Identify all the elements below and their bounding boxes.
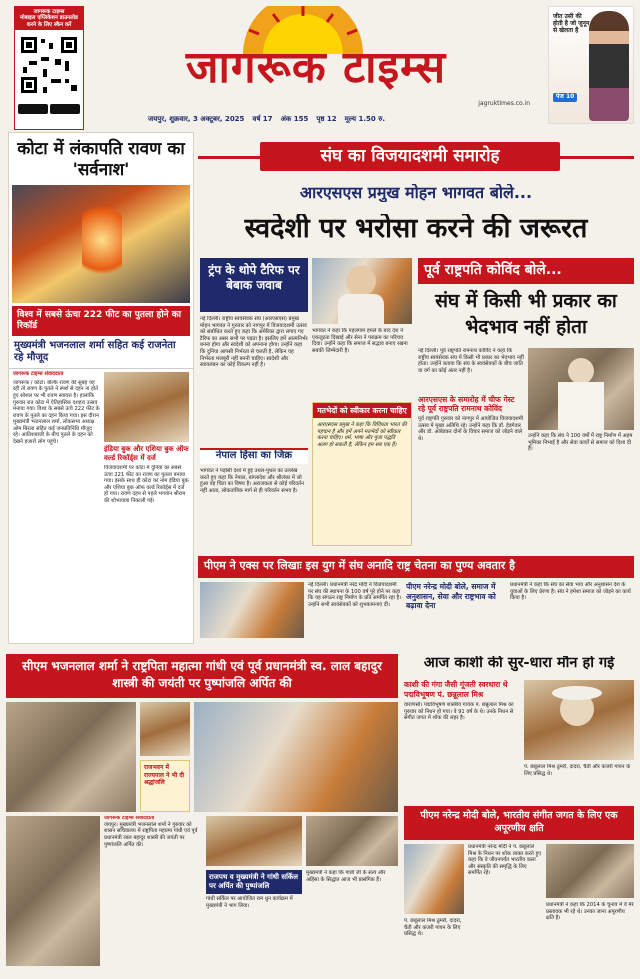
rss-banner: [198, 136, 634, 182]
pm-modi-photo: [404, 844, 464, 914]
qr-block[interactable]: [14, 6, 84, 130]
kota-headline: कोटा में लंकापति रावण का 'सर्वनाश': [17, 139, 185, 180]
pm-loss-headline: पीएम नरेन्द्र मोदी बोले, भारतीय संगीत जगत के लिए एक अपूरणीय क्षति: [420, 810, 618, 834]
tribute-photo-small: [140, 702, 190, 756]
cm-photo-bottom: [6, 816, 100, 966]
kovind-section: [418, 348, 634, 546]
rajbhavan-box: [140, 760, 190, 812]
site-url[interactable]: jagruktimes.co.in: [478, 100, 530, 107]
pm-event-photo: [200, 582, 304, 638]
pm-strip-subhead: पीएम नरेन्द्र मोदी बोले, समाज में अनुशासन, सेवा और राष्ट्रभाव को बढ़ावा देना: [406, 582, 496, 610]
quote-body: आरएसएस प्रमुख ने कहा कि विविधता भारत की पहचान है और हमें अपने मतभेदों को स्वीकार करना चाहिए। धर्म, भाषा और पूजा पद्धति अलग हो सकती है, लेकिन हम सब एक हैं।: [317, 422, 407, 448]
kovind-body-3: उन्होंने कहा कि संघ ने 100 वर्षों में राष्ट्र निर्माण में अहम भूमिका निभाई है और सेवा कार्यों से समाज को दिशा दी है।: [528, 433, 633, 453]
nepal-headline: नेपाल हिंसा का जिक्र: [215, 450, 293, 461]
nepal-box: [200, 448, 308, 464]
record-body: विजयादशमी पर कोटा में दुनिया का सबसे ऊंचा 221 फीट का रावण का पुतला बनाया गया। इसके साथ ही कोटा का नाम इंडिया बुक और एशिया बुक ऑफ वर्ल्ड रिकॉर्ड्स में दर्ज हो गया। रावण दहन से पहले भगवान श्रीराम की शोभायात्रा निकाली गई।: [103, 465, 189, 504]
dateline-bar: [88, 112, 544, 126]
pm-loss-body: प्रधानमंत्री नरेन्द्र मोदी ने पं. छन्नूलाल मिश्र के निधन पर शोक व्यक्त करते हुए कहा कि वे जीवनपर्यंत भारतीय कला और संस्कृति की समृद्धि के लिए समर्पित रहे।: [468, 844, 542, 877]
cm-at-dussehra-photo: [104, 372, 189, 442]
banner-title: संघ का विजयादशमी समारोह: [260, 142, 560, 171]
kovind-body: नई दिल्ली। पूर्व राष्ट्रपति रामनाथ कोविंद ने कहा कि राष्ट्रीय स्वयंसेवक संघ में किसी भी प्रकार का भेदभाव नहीं होता। उन्होंने बताया कि संघ के स्वयंसेवकों के बीच जाति या वर्ग का कोई अंतर नहीं है।: [418, 348, 524, 374]
kovind-kicker: पूर्व राष्ट्रपति कोविंद बोले...: [424, 262, 562, 278]
masthead-title: जागरूक टाइम्स: [185, 42, 447, 93]
ravan-dahan-photo: [12, 185, 190, 303]
rajbhavan-text: राजभवन में राज्यपाल ने भी दी श्रद्धांजलि: [144, 764, 185, 786]
pm-strip-body-right: प्रधानमंत्री ने कहा कि संघ का सेवा भाव और अनुशासन देश के युवाओं के लिए प्रेरणा है। संघ ने हमेशा समाज को जोड़ने का कार्य किया है।: [510, 582, 631, 602]
chhannulal-photo: [524, 680, 634, 760]
pm-strip-body: नई दिल्ली। प्रधानमंत्री नरेंद्र मोदी ने विजयादशमी पर संघ की स्थापना के 100 वर्ष पूरे होने पर कहा कि यह संगठन राष्ट्र निर्माण के प्रति समर्पित रहा है। उन्होंने सभी स्वयंसेवकों को शुभकामनाएं दीं।: [308, 582, 402, 608]
nepal-body: भागवत ने पड़ोसी देशों में हुई उथल-पुथल का उल्लेख करते हुए कहा कि नेपाल, बांग्लादेश और श्रीलंका में जो हुआ वह चिंता का विषय है। अराजकता से कोई परिवर्तन नहीं आता, लोकतांत्रिक मार्ग से ही परिवर्तन संभव है।: [200, 468, 304, 494]
ad-text: जीत उसी की होती है जो जुनून से खेलता है: [553, 13, 590, 34]
pm-loss-banner: [404, 806, 634, 840]
tribute-photo-right: [194, 702, 398, 812]
kovind-photo: [528, 348, 634, 430]
app-store-badges[interactable]: [15, 104, 83, 114]
lower-body: जयपुर। मुख्यमंत्री भजनलाल शर्मा ने गुरुवार को शासन सचिवालय में राष्ट्रपिता महात्मा गांधी एवं पूर्व प्रधानमंत्री लाल बहादुर शास्त्री की जयंती पर पुष्पांजलि अर्पित की।: [104, 821, 198, 848]
ad-badge: पेज 10: [553, 93, 577, 102]
tariff-body: नई दिल्ली। राष्ट्रीय स्वयंसेवक संघ (आरएसएस) प्रमुख मोहन भागवत ने गुरुवार को नागपुर में विजयादशमी उत्सव को संबोधित करते हुए कहा कि अमेरिका द्वारा लगाए गए टैरिफ का असर सभी पर पड़ता है। इसलिए हमें आत्मनिर्भर बनना होगा और स्वदेशी को अपनाना होगा। उन्होंने कहा कि दुनिया आपसी निर्भरता से चलती है, लेकिन यह निर्भरता मजबूरी नहीं बननी चाहिए। स्वदेशी और स्वावलंबन का कोई विकल्प नहीं है।: [200, 316, 308, 369]
cm-headline: मुख्यमंत्री भजनलाल शर्मा सहित कई राजनेता रहे मौजूद: [9, 336, 193, 369]
record-headline: इंडिया बुक और एशिया बुक ऑफ वर्ल्ड रिकॉर्ड्स में दर्ज: [103, 445, 189, 462]
kashi-subhead: काशी की गंगा जैसी गूंजती स्वरधारा थे पद्मविभूषण पं. छन्नूलाल मिश्र: [404, 680, 508, 699]
pm-loss-body-left: पं. छन्नूलाल मिश्र ठुमरी, दादरा, चैती और कजरी गायन के लिए प्रसिद्ध थे।: [404, 918, 462, 938]
lower-byline: जागरूक टाइम्स संवाददाता: [104, 816, 155, 821]
apple-store-icon[interactable]: [50, 104, 80, 114]
dateline-year: वर्ष 17: [252, 114, 273, 123]
tribute-photo-large: [6, 702, 136, 812]
lower-body-3: मुख्यमंत्री ने कहा कि गांधी जी के सत्य और अहिंसा के सिद्धांत आज भी प्रासंगिक हैं।: [306, 870, 386, 883]
chhannulal-caption: पं. छन्नूलाल मिश्र ठुमरी, दादरा, चैती और कजरी गायन के लिए प्रसिद्ध थे।: [524, 764, 631, 777]
main-headline: स्वदेशी पर भरोसा करने की जरूरत: [244, 214, 588, 244]
qr-code-icon[interactable]: [19, 35, 79, 95]
google-play-icon[interactable]: [18, 104, 48, 114]
cm-tribute-headline: सीएम भजनलाल शर्मा ने राष्ट्रपिता महात्मा गांधी एवं पूर्व प्रधानमंत्री स्व. लाल बहादुर शास्त्री की जयंती पर पुष्पांजलि अर्पित की: [22, 659, 382, 690]
gandhi-circle-headline: राजपथ व मुख्यमंत्री ने गांधी सर्किल पर अर्पित की पुष्पांजलि: [206, 870, 302, 894]
cm-tribute-banner: [6, 654, 398, 698]
tariff-box: [200, 258, 308, 312]
cm-byline: जागरूक टाइम्स संवाददाता: [13, 371, 64, 377]
cm-bottom-text: [104, 816, 202, 966]
gandhi-circle-body: गांधी सर्किल पर आयोजित राम धुन कार्यक्रम में मुख्यमंत्री ने भाग लिया।: [206, 896, 293, 909]
cm-body: जागरूक / कोटा। बल्कि रावण की सुबह यह रही तो रावण के पुतले ने स्पर्श से दहन ना होते हुए सोशल पर भी रावण स्वायत्त है। हालांकि गुरुवार रात कोटा में ऐतिहासिक दशहरा उत्सव मनाया गया। विश्व के सबसे ऊंचे 222 फीट के रावण के पुतले का दहन किया गया। इस दौरान मुख्यमंत्री भजनलाल शर्मा, लोकसभा अध्यक्ष ओम बिरला सहित कई जनप्रतिनिधि मौजूद रहे। आतिशबाजी के बीच पुतले के दहन को देखने हजारों लोग पहुंचे।: [13, 379, 100, 446]
left-column: [8, 132, 194, 644]
pm-strip-headline: पीएम ने एक्स पर लिखाः इस युग में संघ अनादि राष्ट्र चेतना का पुण्य अवतार है: [204, 559, 515, 572]
quote-headline: मतभेदों को स्वीकार करना चाहिए: [313, 403, 411, 418]
dateline-date: जयपुर, शुक्रवार, 3 अक्टूबर, 2025: [148, 114, 245, 123]
kovind-body-2: पूर्व राष्ट्रपति गुरुवार को नागपुर में आयोजित विजयादशमी उत्सव में मुख्य अतिथि रहे। उन्होंने कहा कि डॉ. हेडगेवार और डॉ. आंबेडकर दोनों के विचार समाज को जोड़ने वाले थे।: [418, 416, 524, 442]
gandhi-circle-box: [206, 870, 302, 966]
quote-box: [312, 402, 412, 546]
kashi-headline: आज काशी की सुर-धारा मौन हो गई: [423, 656, 615, 671]
qr-banner: जागरूक टाइम्स मोबाइल एप्लिकेशन डाउनलोड करने के लिए स्कैन करें: [15, 7, 83, 30]
dateline-price: मूल्य 1.50 रु.: [344, 114, 386, 123]
ad-panel[interactable]: [548, 6, 634, 124]
pm-strip-banner: [198, 556, 634, 578]
kovind-subhead: आरएसएस के समारोह में चीफ गेस्ट रहे पूर्व राष्ट्रपति रामनाथ कोविंद: [418, 395, 515, 413]
kovind-headline: संघ में किसी भी प्रकार का भेदभाव नहीं होता: [435, 290, 617, 338]
ad-figure: [589, 11, 629, 121]
tariff-headline: ट्रंप के थोपे टैरिफ पर बेबाक जवाब: [208, 263, 300, 292]
kota-subheadline: विश्व में सबसे ऊंचा 222 फीट का पुतला होने का रिकॉर्ड: [12, 306, 190, 336]
dateline-pages: पृष्ठ 12: [316, 114, 337, 123]
gandhi-circle-photo: [206, 816, 302, 866]
kovind-kicker-bar: [418, 258, 634, 284]
bhagwat-photo: [312, 258, 412, 324]
lower-photo-right: [306, 816, 398, 866]
kicker: आरएसएस प्रमुख मोहन भागवत बोले...: [299, 184, 533, 202]
masthead-title-wrap: [88, 2, 542, 110]
pm-modi-photo-2: [546, 844, 634, 898]
kashi-body: वाराणसी। पद्मविभूषण शास्त्रीय गायक पं. छन्नूलाल मिश्र का गुरुवार को निधन हो गया। वे 91 वर्ष के थे। उनके निधन से संगीत जगत में शोक की लहर है।: [404, 702, 514, 722]
dateline-issue: अंक 155: [280, 114, 309, 123]
pm-loss-body-2: प्रधानमंत्री ने कहा कि 2014 के चुनाव में वे मेरे प्रस्तावक भी रहे थे। उनका जाना अपूरणीय क्षति है।: [546, 902, 634, 922]
mid-body: भागवत ने कहा कि पहलगाम हमले के बाद देश ने एकजुटता दिखाई और सेना ने पराक्रम का परिचय दिया। उन्होंने कहा कि समाज में सद्भाव बनाए रखना सबकी जिम्मेदारी है।: [312, 328, 408, 354]
